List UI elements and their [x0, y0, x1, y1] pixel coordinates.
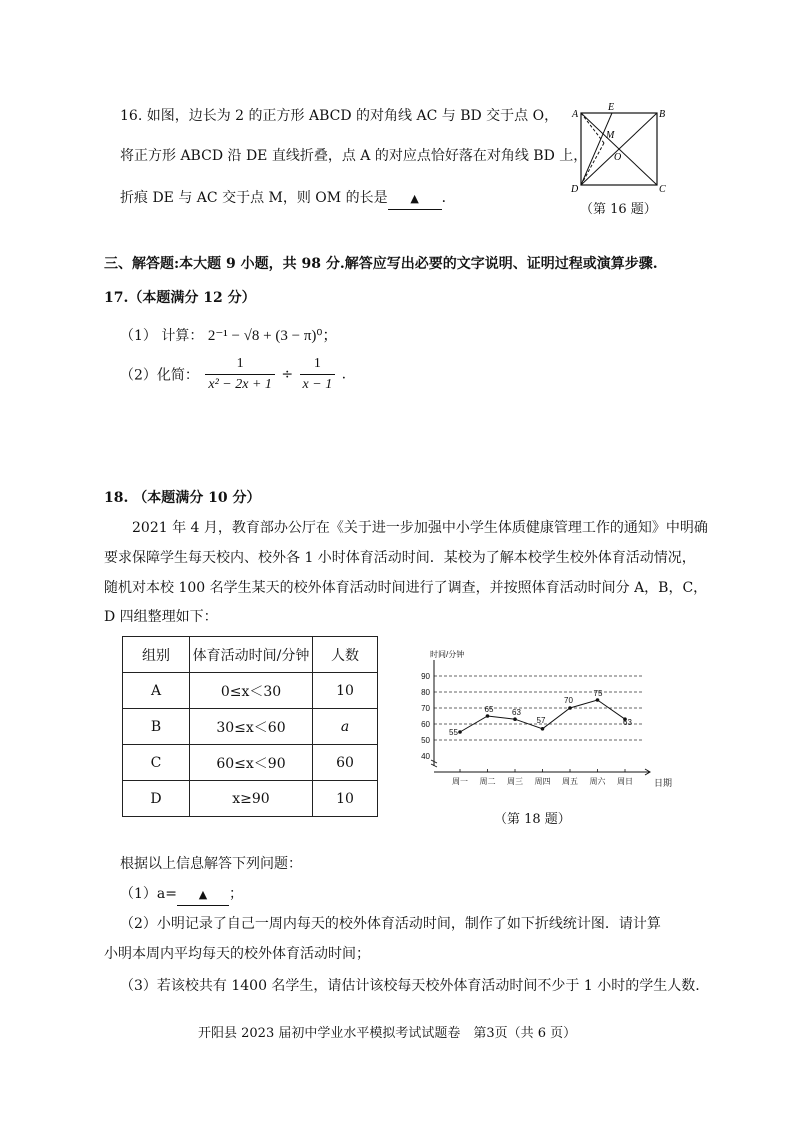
q18-para-3: 随机对本校 100 名学生某天的校外体育活动时间进行了调查，并按照体育活动时间分 A，B，C， [104, 580, 708, 596]
x-tick-label: 周二 [479, 777, 496, 786]
fraction-2-den: x − 1 [302, 377, 333, 392]
label-b: B [659, 109, 666, 120]
table-row [123, 745, 378, 781]
x-tick-label: 周三 [507, 777, 523, 786]
table-cell: B [123, 709, 190, 745]
q17-part2-label: （2）化简： [120, 367, 199, 384]
fraction-2-num: 1 [300, 354, 336, 375]
table-cell: D [123, 781, 190, 817]
chart-axes [421, 649, 672, 788]
q18-para-4: D 四组整理如下： [104, 609, 218, 625]
data-label: 70 [564, 696, 573, 705]
answer-blank [177, 885, 229, 906]
x-tick-label: 周日 [617, 777, 633, 786]
dashed-fold-d [581, 143, 604, 185]
data-point [486, 714, 490, 718]
q17-part1 [120, 326, 337, 346]
fraction-2 [300, 354, 336, 395]
y-tick-label: 50 [421, 736, 430, 745]
table-cell: 60 [313, 745, 378, 781]
page-footer: 开阳县 2023 届初中学业水平模拟考试试题卷 第3页（共 6 页） [198, 1026, 577, 1041]
x-tick-label: 周一 [452, 777, 468, 786]
q17-end: . [341, 366, 347, 383]
table-cell: a [313, 709, 378, 745]
fig18-caption: （第 18 题） [494, 812, 571, 827]
table-cell: 10 [313, 781, 378, 817]
q16-line3 [120, 188, 456, 210]
table-row [123, 673, 378, 709]
table-cell: A [123, 673, 190, 709]
table-cell: C [123, 745, 190, 781]
y-axis-label: 时间/分钟 [430, 650, 465, 659]
label-m: M [606, 130, 615, 141]
label-o: O [614, 152, 622, 163]
q16-line3-text: 折痕 DE 与 AC 交于点 M，则 OM 的长是 [120, 190, 388, 206]
x-tick-label: 周五 [562, 777, 578, 786]
data-label: 63 [623, 718, 632, 728]
q18-q3: （3）若该校共有 1400 名学生，请估计该校每天校外体育活动时间不少于 1 小时的学生人数. [120, 978, 700, 994]
data-point [596, 698, 600, 702]
q18-q1-label: （1）a= [120, 886, 177, 902]
label-a: A [572, 109, 579, 120]
label-e: E [608, 102, 615, 113]
table-row [123, 781, 378, 817]
fraction-1-den: x² − 2x + 1 [208, 377, 272, 392]
q18-intro: 根据以上信息解答下列问题： [120, 856, 302, 872]
table-header: 人数 [313, 637, 378, 673]
q18-q2-line2: 小明本周内平均每天的校外体育活动时间； [104, 946, 370, 962]
table-cell: 60≤x＜90 [190, 745, 313, 781]
q17-part2 [120, 354, 346, 395]
label-d: D [571, 184, 579, 195]
q18-title: 18. （本题满分 10 分） [104, 490, 261, 506]
data-point [541, 727, 545, 731]
table-cell: 30≤x＜60 [190, 709, 313, 745]
q18-para-1: 2021 年 4 月，教育部办公厅在《关于进一步加强中小学生体质健康管理工作的通知》中明确 [132, 520, 708, 536]
q16-line3-end: ． [441, 190, 456, 206]
data-table [122, 636, 378, 817]
y-tick-label: 40 [421, 752, 430, 761]
x-tick-label: 周四 [534, 777, 551, 786]
table-header: 组别 [123, 637, 190, 673]
table-header-row [123, 637, 378, 673]
y-tick-label: 60 [421, 720, 430, 729]
data-label: 75 [593, 689, 603, 698]
data-label: 57 [536, 715, 546, 725]
answer-blank [388, 189, 442, 210]
dashed-fold-a [581, 113, 604, 143]
triangle-icon: ▲ [410, 192, 419, 205]
x-tick-label: 周六 [589, 777, 606, 786]
data-point [458, 730, 462, 734]
q18-q1 [120, 884, 243, 906]
y-tick-label: 90 [421, 672, 430, 681]
fraction-1 [205, 354, 275, 395]
table-row [123, 709, 378, 745]
chart-marks [449, 689, 632, 737]
q17-title: 17.（本题满分 12 分） [104, 290, 256, 306]
fraction-1-num: 1 [205, 354, 275, 375]
table-cell: 0≤x＜30 [190, 673, 313, 709]
fold-line-de [581, 113, 612, 185]
q18-q1-end: ； [228, 886, 243, 902]
q18-q2-line1: （2）小明记录了自己一周内每天的校外体育活动时间，制作了如下折线统计图．请计算 [120, 916, 661, 932]
q17-part1-label: （1） 计算： [120, 328, 204, 344]
table-header: 体育活动时间/分钟 [190, 637, 313, 673]
triangle-icon: ▲ [198, 888, 208, 901]
table-cell: x≥90 [190, 781, 313, 817]
y-tick-label: 80 [421, 688, 430, 697]
data-label: 65 [484, 705, 494, 714]
chart-grid [434, 676, 644, 740]
q17-part1-expr: 2⁻¹ − √8 + (3 − π)⁰； [207, 328, 338, 344]
q16-line1: 16. 如图，边长为 2 的正方形 ABCD 的对角线 AC 与 BD 交于点 O， [120, 108, 559, 124]
data-point [568, 706, 572, 710]
label-c: C [659, 184, 666, 195]
data-label: 55 [449, 728, 458, 737]
section3-title: 三、解答题:本大题 9 小题，共 98 分.解答应写出必要的文字说明、证明过程或演算步骤. [104, 256, 658, 272]
data-label: 63 [512, 708, 521, 718]
data-point [513, 717, 517, 721]
x-axis-label: 日期 [654, 778, 673, 788]
divide-sign: ÷ [281, 366, 294, 383]
square-abcd-figure [568, 100, 668, 200]
table-cell: 10 [313, 673, 378, 709]
y-tick-label: 70 [421, 704, 430, 713]
q18-para-2: 要求保障学生每天校内、校外各 1 小时体育活动时间．某校为了解本校学生校外体育活动情况， [104, 550, 696, 566]
q16-line2: 将正方形 ABCD 沿 DE 直线折叠，点 A 的对应点恰好落在对角线 BD 上， [120, 148, 588, 164]
line-chart [412, 648, 682, 796]
fig16-caption: （第 16 题） [580, 202, 657, 217]
